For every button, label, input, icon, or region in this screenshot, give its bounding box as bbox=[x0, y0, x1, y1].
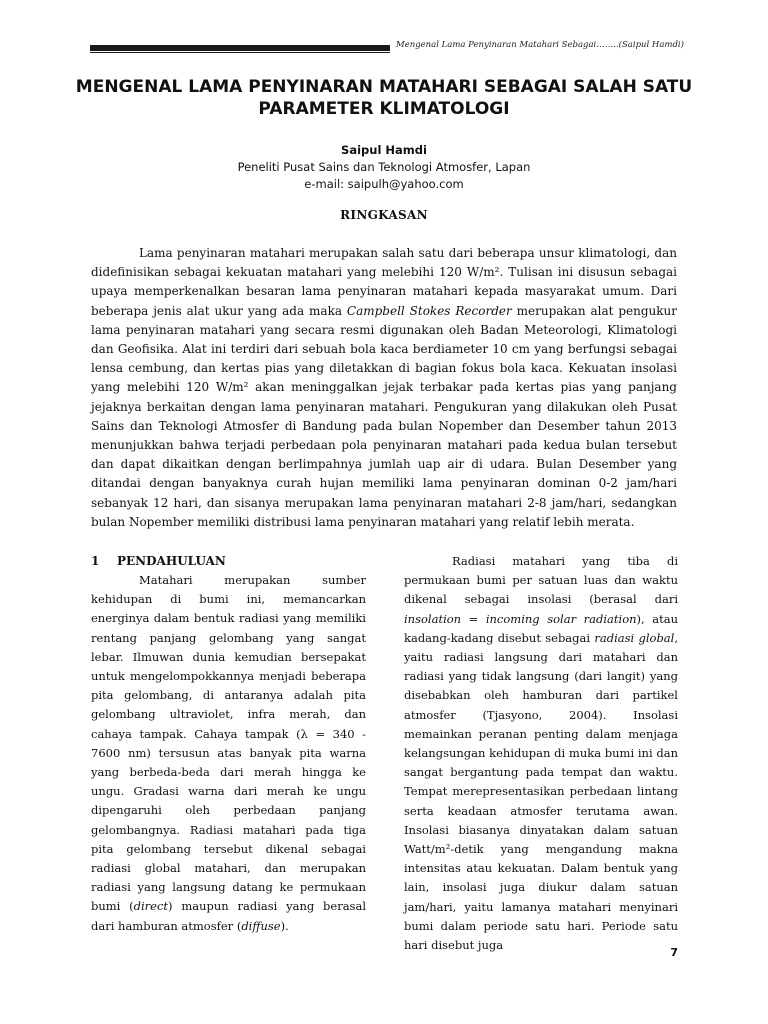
section-heading bbox=[91, 552, 366, 571]
running-head: Mengenal Lama Penyinaran Matahari Sebagai……..(Saipul Hamdi) bbox=[396, 40, 684, 50]
section-number: 1 bbox=[91, 554, 100, 568]
title-line-2: PARAMETER KLIMATOLOGI bbox=[258, 99, 510, 119]
author-email: e-mail: saipulh@yahoo.com bbox=[304, 177, 464, 191]
abstract-text-1: Lama penyinaran matahari merupakan salah satu dari beberapa unsur klimatologi, dan didefinisikan sebagai kekuatan matahari yang melebihi 120 W/m². Tulisan ini disusun sebagai upaya memperkenalkan besaran lama penyinaran matahari kepada masyarakat umum. Dari beberapa jenis alat ukur yang ada maka bbox=[91, 246, 677, 318]
header-rule bbox=[90, 45, 390, 51]
intro-paragraph-right bbox=[404, 552, 678, 955]
intro-text-c: ). bbox=[280, 918, 289, 933]
abstract-heading: RINGKASAN bbox=[340, 208, 428, 222]
left-column bbox=[91, 552, 366, 936]
author-name: Saipul Hamdi bbox=[341, 143, 427, 157]
article-title bbox=[60, 76, 708, 120]
header-rule-thin bbox=[90, 52, 390, 53]
section-title: PENDAHULUAN bbox=[117, 554, 226, 568]
abstract-text-2: merupakan alat pengukur lama penyinaran matahari yang secara resmi digunakan oleh Badan Meteorologi, Klimatologi dan Geofisika. Alat ini terdiri dari sebuah bola kaca berdiameter 10 cm yang berfungsi sebagai lensa cembung, dan kertas pias yang diletakkan di bagian fokus bola kaca. Kekuatan insolasi yang melebihi 120 W/m² akan meninggalkan jejak terbakar pada kertas pias yang panjang jejaknya berkaitan dengan lama penyinaran matahari. Pengukuran yang dilakukan oleh Pusat Sains dan Teknologi Atmosfer di Bandung pada bulan Nopember dan Desember tahun 2013 menunjukkan bahwa terjadi perbedaan pola penyinaran matahari pada kedua bulan tersebut dan dapat dikaitkan dengan berlimpahnya jumlah uap air di udara. Bulan Desember yang ditandai dengan banyaknya curah hujan memiliki lama penyinaran dominan 0-2 jam/hari sebanyak 12 hari, dan sisanya merupakan lama penyinaran matahari 2-8 jam/hari, sedangkan bulan Nopember memiliki distribusi lama penyinaran matahari yang relatif lebih merata. bbox=[91, 303, 677, 529]
intro-text-b: ) maupun radiasi yang berasal dari hamburan atmosfer ( bbox=[91, 899, 366, 933]
abstract-italic-term: Campbell Stokes Recorder bbox=[346, 303, 512, 318]
right-text-b: ), atau kadang-kadang disebut sebagai bbox=[404, 611, 678, 645]
right-italic-radiasi-global: radiasi global bbox=[594, 630, 675, 645]
intro-paragraph-left bbox=[91, 571, 366, 936]
title-line-1: MENGENAL LAMA PENYINARAN MATAHARI SEBAGAI SALAH SATU bbox=[75, 77, 693, 97]
page-number: 7 bbox=[670, 946, 678, 959]
right-text-c: , yaitu radiasi langsung dari matahari dan radiasi yang tidak langsung (dari langit) yang disebabkan oleh hamburan dari partikel atmosfer (Tjasyono, 2004). Insolasi memainkan peranan penting dalam menjaga kelangsungan kehidupan di muka bumi ini dan sangat bergantung pada tempat dan waktu. Tempat merepresentasikan perbedaan lintang serta keadaan atmosfer terutama awan. Insolasi biasanya dinyatakan dalam satuan Watt/m²-detik yang mengandung makna intensitas atau kekuatan. Dalam bentuk yang lain, insolasi juga diukur dalam satuan jam/hari, yaitu lamanya matahari menyinari bumi dalam periode satu hari. Periode satu hari disebut juga bbox=[404, 630, 678, 953]
author-affiliation: Peneliti Pusat Sains dan Teknologi Atmosfer, Lapan bbox=[237, 160, 531, 174]
intro-text-a: Matahari merupakan sumber kehidupan di bumi ini, memancarkan energinya dalam bentuk radiasi yang memiliki rentang panjang gelombang yang sangat lebar. Ilmuwan dunia kemudian bersepakat untuk mengelompokkannya menjadi beberapa pita gelombang, di antaranya adalah pita gelombang ultraviolet, infra merah, dan cahaya tampak. Cahaya tampak (λ = 340 - 7600 nm) tersusun atas banyak pita warna yang berbeda-beda dari merah hingga ke ungu. Gradasi warna dari merah ke ungu dipengaruhi oleh perbedaan panjang gelombangnya. Radiasi matahari pada tiga pita gelombang tersebut dikenal sebagai radiasi global matahari, dan merupakan radiasi yang langsung datang ke permukaan bumi ( bbox=[91, 573, 366, 914]
right-italic-insolation: insolation = incoming solar radiation bbox=[404, 611, 637, 626]
intro-italic-direct: direct bbox=[133, 899, 169, 914]
intro-italic-diffuse: diffuse bbox=[241, 918, 281, 933]
right-text-a: Radiasi matahari yang tiba di permukaan bumi per satuan luas dan waktu dikenal sebagai insolasi (berasal dari bbox=[404, 554, 678, 607]
abstract-paragraph bbox=[91, 244, 677, 532]
right-column bbox=[404, 552, 678, 955]
